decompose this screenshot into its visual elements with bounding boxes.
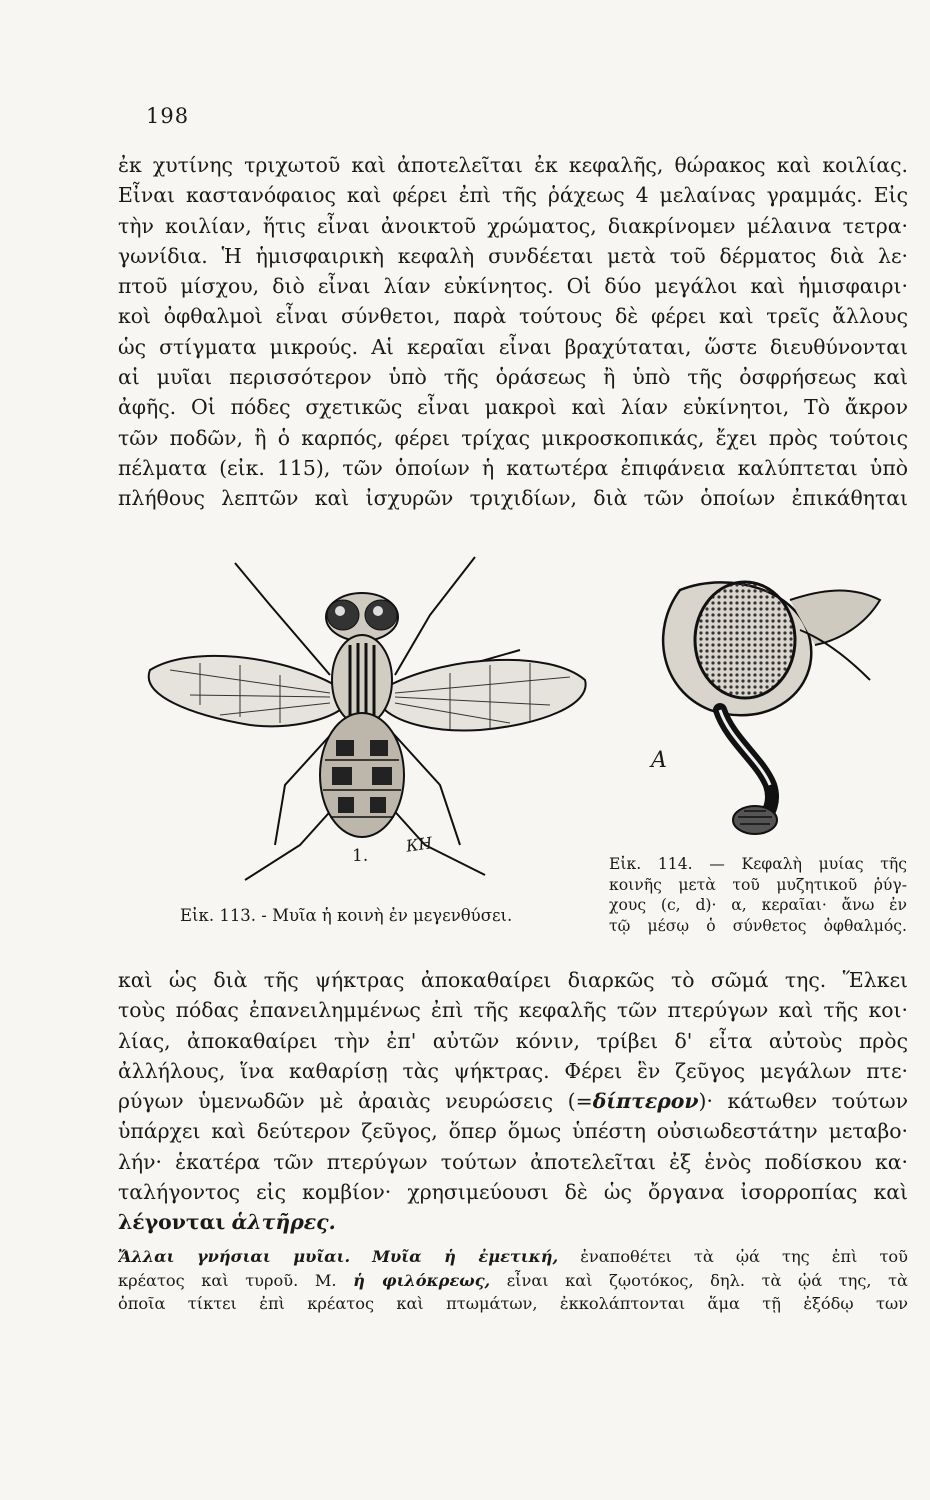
note-line [118,1269,908,1293]
right-wing [385,660,586,731]
species-name: Μυῖα ἡ ἐμετική, [372,1247,559,1266]
text-line-last [118,1207,908,1237]
text-line: πλήθους λεπτῶν καὶ ἰσχυρῶν τριχιδίων, διὰ τῶν ὁποίων ἐπικάθηται [118,486,908,511]
note-text: εἶναι καὶ ζῳοτόκος, δηλ. τὰ ᾠά της, τὰ [506,1270,908,1290]
text-line: τὴν κοιλίαν, ἥτις εἶναι ἀνοικτοῦ χρώματος, διακρίνομεν μέλαινα τετρα· [118,213,908,238]
paragraph-1 [118,150,908,514]
note-line [118,1245,908,1269]
text-line: ὑπάρχει καὶ δεύτερον ζεῦγος, ὅπερ ὅμως ὑπέστη οὐσιωδεστάτην μεταβο· [118,1119,908,1144]
term-dipteron: δίπτερον [592,1089,699,1114]
figure-113-caption: Εἰκ. 113. - Μυῖα ἡ κοινὴ ἐν μεγενθύσει. [180,906,513,925]
text-line: ὡς στίγματα μικρούς. Αἱ κεραῖαι εἶναι βραχύταται, ὥστε διευθύνονται [118,334,908,359]
term-prefix: λέγονται [118,1210,226,1235]
note-text: ἐναποθέτει τὰ ᾠά της ἐπὶ τοῦ [580,1247,908,1266]
text-line: ἐκ χυτίνης τριχωτοῦ καὶ ἀποτελεῖται ἐκ κεφαλῆς, θώρακος καὶ κοιλίας. [118,153,908,177]
figure-number-label: 1. [352,846,369,866]
text-line: ἀλλήλους, ἵνα καθαρίσῃ τὰς ψήκτρας. Φέρει ἓν ζεῦγος μεγάλων πτε· [118,1058,908,1083]
text-line: Εἶναι καστανόφαιος καὶ φέρει ἐπὶ τῆς ῥάχεως 4 μελαίνας γραμμάς. Εἰς [118,183,908,208]
note-paragraph [118,1245,908,1316]
note-line: ὁποῖα τίκτει ἐπὶ κρέατος καὶ πτωμάτων, ἐκκολάπτονται ἅμα τῇ ἐξόδῳ των [118,1294,908,1313]
page-number: 198 [146,104,190,128]
caption-line: χους (c, d)· α, κεραῖαι· ἄνω ἐν [609,896,907,914]
text-line: ρύγων ὑμενωδῶν μὲ ἀραιὰς νευρώσεις (=δίπτερον)· κάτωθεν τούτων [118,1089,908,1114]
text-line: γωνίδια. Ἡ ἡμισφαιρικὴ κεφαλὴ συνδέεται μετὰ τοῦ δέρματος διὰ λε· [118,243,908,268]
caption-line: κοινῆς μετὰ τοῦ μυζητικοῦ ῥύγ- [609,875,907,894]
paragraph-2 [118,965,908,1238]
compound-eye [695,582,795,698]
text-line: λίας, ἀποκαθαίρει τὴν ἐπ' αὐτῶν κόνιν, τρίβει δ' εἶτα αὐτοὺς πρὸς [118,1028,908,1053]
fly-illustration [130,545,600,895]
fly-head-illustration [620,570,910,840]
text-line: ἀφῆς. Οἱ πόδες σχετικῶς εἶναι μακροὶ καὶ λίαν εὐκίνητοι, Τὸ ἄκρον [118,395,908,420]
figure-114-caption [609,854,907,936]
text-line: τοὺς πόδας ἐπανειλημμένως ἐπὶ τῆς κεφαλῆς τῶν πτερύγων καὶ τῆς κοι· [118,998,908,1023]
text-line: πτοῦ μίσχου, διὸ εἶναι λίαν εὐκίνητος. Οἱ δύο μεγάλοι καὶ ἡμισφαιρι· [118,274,908,299]
text-line: λήν· ἑκατέρα τῶν πτερύγων τούτων ἀποτελεῖται ἐξ ἑνὸς ποδίσκου κα· [118,1149,908,1174]
term-halteres: ἁλτῆρες. [231,1210,336,1235]
text-line: ταλήγοντος εἰς κομβίον· χρησιμεύουσι δὲ ὡς ὄργανα ἰσορροπίας καὶ [118,1180,908,1205]
text-line: τῶν ποδῶν, ἢ ὁ καρπός, φέρει τρίχας μικροσκοπικάς, ἔχει πρὸς τούτοις [118,425,908,450]
text-line: αἱ μυῖαι περισσότερον ὑπὸ τῆς ὁράσεως ἢ ὑπὸ τῆς ὀσφρήσεως καὶ [118,365,908,390]
note-heading: Ἄλλαι γνήσιαι μυῖαι. [118,1247,351,1266]
text-line: πέλματα (εἰκ. 115), τῶν ὁποίων ἡ κατωτέρα ἐπιφάνεια καλύπτεται ὑπὸ [118,455,908,480]
antenna-label: A [651,748,667,773]
left-wing [149,656,340,726]
artist-signature: КН [404,833,434,856]
note-text: κρέατος καὶ τυροῦ. Μ. [118,1270,337,1290]
caption-line: τῷ μέσῳ ὁ σύνθετος ὀφθαλμός. [609,916,907,935]
text-line: καὶ ὡς διὰ τῆς ψήκτρας ἀποκαθαίρει διαρκῶς τὸ σῶμά της. Ἕλκει [118,968,908,992]
caption-line: Εἰκ. 114. — Κεφαλὴ μυίας τῆς [609,855,907,873]
text-line: κοὶ ὀφθαλμοὶ εἶναι σύνθετοι, παρὰ τούτους δὲ φέρει καὶ τρεῖς ἄλλους [118,304,908,329]
species-name: ἡ φιλόκρεως, [353,1270,491,1290]
